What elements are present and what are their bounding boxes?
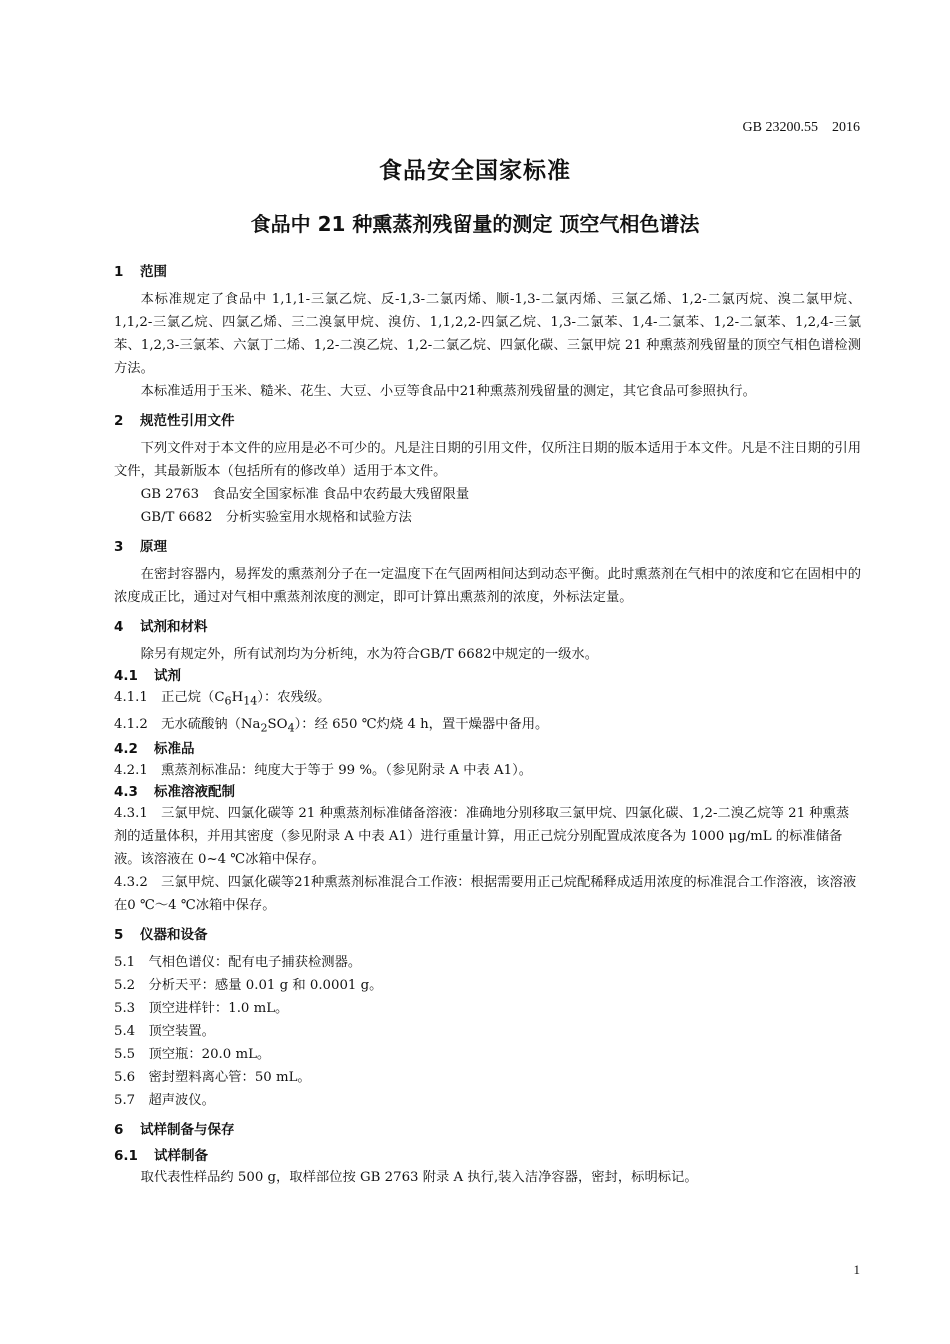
- reference-gbt6682: GB/T 6682 分析实验室用水规格和试验方法: [140, 510, 412, 525]
- item-text-part: SO: [267, 716, 288, 732]
- sample-prep-paragraph: 取代表性样品约 500 g，取样部位按 GB 2763 附录 A 执行,装入洁净容器，密封，标明标记。: [140, 1170, 698, 1186]
- principle-paragraph: 在密封容器内，易挥发的熏蒸剂分子在一定温度下在气固两相间达到动态平衡。此时熏蒸剂在气相中的浓度和它在固相中的浓度成正比，通过对气相中熏蒸剂浓度的测定，即可计算出熏蒸剂的浓度，外标法定量。: [114, 567, 861, 605]
- item-number: 5.4: [114, 1024, 136, 1040]
- item-number: 4.2.1: [114, 763, 148, 779]
- item-number: 5.1: [114, 955, 136, 971]
- list-item: [114, 974, 861, 997]
- section-number: 4: [114, 619, 124, 635]
- section-number: 3: [114, 539, 124, 555]
- formula-subscript: 2: [260, 721, 268, 735]
- item-4-1-1: [114, 686, 861, 713]
- item-number: 4.3.2: [114, 875, 148, 891]
- item-text: 分析天平：感量 0.01 g 和 0.0001 g。: [148, 978, 383, 994]
- section-heading-sample-preparation: [114, 1120, 861, 1140]
- item-number: 4.1.1: [114, 690, 148, 705]
- item-4-1-2: [114, 713, 861, 740]
- subsection-number: 4.3: [114, 784, 138, 801]
- formula-subscript: 4: [287, 721, 295, 735]
- item-number: 4.1.2: [114, 716, 148, 732]
- list-item: [114, 1066, 861, 1089]
- item-text: 三氯甲烷、四氯化碳等 21 种熏蒸剂标准储备溶液：准确地分别移取三氯甲烷、四氯化碳、1,2-二溴乙烷等 21 种熏蒸剂的适量体积，并用其密度（参见附录 A 中表 A1）进行重量计算，用正己烷分别配置成浓度各为 1000 μg/mL 的标准储备液。该溶液在 0~4 ℃冰箱中保存。: [114, 806, 850, 868]
- section-number: 5: [114, 927, 124, 944]
- section-heading-apparatus: [114, 925, 861, 945]
- page-number: 1: [853, 1262, 860, 1277]
- section-title: 原理: [140, 539, 167, 555]
- subsection-number: 6.1: [114, 1148, 138, 1165]
- document-body: [114, 262, 861, 1189]
- subsection-title: 试样制备: [154, 1148, 208, 1165]
- section-title: 范围: [140, 264, 167, 280]
- subsection-number: 4.2: [114, 741, 138, 758]
- list-item: [114, 951, 861, 974]
- item-text: 顶空瓶：20.0 mL。: [148, 1047, 271, 1063]
- scope-paragraph-2: 本标准适用于玉米、糙米、花生、大豆、小豆等食品中21种熏蒸剂残留量的测定，其它食品可参照执行。: [140, 384, 756, 399]
- section-title: 试剂和材料: [140, 619, 208, 635]
- scope-paragraph-1: 本标准规定了食品中 1,1,1-三氯乙烷、反-1,3-二氯丙烯、顺-1,3-二氯丙烯、三氯乙烯、1,2-二氯丙烷、溴二氯甲烷、1,1,2-三氯乙烷、四氯乙烯、三二溴氯甲烷、溴仿、1,1,2,2-四氯乙烷、1,3-二氯苯、1,4-二氯苯、1,2-二氯苯、1,2,4-三氯苯、1,2,3-三氯苯、六氯丁二烯、1,2-二溴乙烷、1,2-二氯乙烷、四氯化碳、三氯甲烷 21 种熏蒸剂残留量的顶空气相色谱检测方法。: [114, 292, 861, 376]
- item-text: 三氯甲烷、四氯化碳等21种熏蒸剂标准混合工作液：根据需要用正己烷配稀释成适用浓度的标准混合工作溶液，该溶液在0 ℃～4 ℃冰箱中保存。: [114, 875, 857, 914]
- item-number: 5.2: [114, 978, 136, 994]
- standard-code: GB 23200.55 2016: [742, 120, 860, 135]
- item-text-part: 正己烷（C: [161, 690, 225, 705]
- item-number: 5.5: [114, 1047, 136, 1063]
- subsection-heading-standards: [114, 739, 861, 759]
- list-item: [114, 997, 861, 1020]
- section-heading-reagents: [114, 617, 861, 637]
- section-heading-normative-references: [114, 411, 861, 431]
- section-heading-scope: [114, 262, 861, 282]
- section-number: 6: [114, 1122, 124, 1139]
- list-item: [114, 1020, 861, 1043]
- item-number: 4.3.1: [114, 806, 148, 822]
- list-item: [114, 1043, 861, 1066]
- section-heading-principle: [114, 537, 861, 557]
- subsection-heading-reagents: [114, 666, 861, 686]
- item-text-part: 无水硫酸钠（Na: [161, 716, 261, 732]
- formula-subscript: 14: [243, 694, 258, 708]
- subsection-title: 标准品: [154, 741, 195, 758]
- item-4-2-1: [114, 759, 861, 782]
- subsection-number: 4.1: [114, 668, 138, 684]
- section-number: 1: [114, 264, 124, 280]
- section-title: 试样制备与保存: [140, 1122, 235, 1139]
- subsection-heading-sample-prep: [114, 1146, 861, 1166]
- item-text-part: H: [231, 690, 244, 705]
- subsection-title: 试剂: [154, 668, 181, 684]
- subsection-heading-standard-solutions: [114, 782, 861, 802]
- item-text: 气相色谱仪：配有电子捕获检测器。: [148, 955, 362, 971]
- reagents-paragraph: 除另有规定外，所有试剂均为分析纯，水为符合GB/T 6682中规定的一级水。: [140, 647, 599, 662]
- item-number: 5.7: [114, 1093, 136, 1109]
- section-number: 2: [114, 413, 124, 429]
- formula-subscript: 6: [224, 694, 232, 708]
- item-text-part: ）：经 650 ℃灼烧 4 h，置干燥器中备用。: [294, 716, 549, 732]
- list-item: [114, 1089, 861, 1112]
- item-number: 5.3: [114, 1001, 136, 1017]
- document-subtitle: 食品中 21 种熏蒸剂残留量的测定 顶空气相色谱法: [250, 212, 700, 236]
- item-text: 顶空进样针：1.0 mL。: [148, 1001, 289, 1017]
- item-text: 顶空装置。: [148, 1024, 215, 1040]
- document-title: 食品安全国家标准: [379, 158, 571, 184]
- reference-gb2763: GB 2763 食品安全国家标准 食品中农药最大残留限量: [140, 487, 470, 502]
- item-number: 5.6: [114, 1070, 136, 1086]
- references-paragraph: 下列文件对于本文件的应用是必不可少的。凡是注日期的引用文件，仅所注日期的版本适用于本文件。凡是不注日期的引用文件，其最新版本（包括所有的修改单）适用于本文件。: [114, 441, 861, 479]
- item-text: 超声波仪。: [148, 1093, 215, 1109]
- section-title: 规范性引用文件: [140, 413, 235, 429]
- item-text-part: ）：农残级。: [257, 690, 331, 705]
- item-text: 密封塑料离心管：50 mL。: [148, 1070, 311, 1086]
- item-4-3-1: [114, 802, 861, 871]
- subsection-title: 标准溶液配制: [154, 784, 235, 801]
- item-4-3-2: [114, 871, 861, 917]
- item-text: 熏蒸剂标准品：纯度大于等于 99 %。（参见附录 A 中表 A1）。: [161, 763, 533, 779]
- section-title: 仪器和设备: [140, 927, 208, 944]
